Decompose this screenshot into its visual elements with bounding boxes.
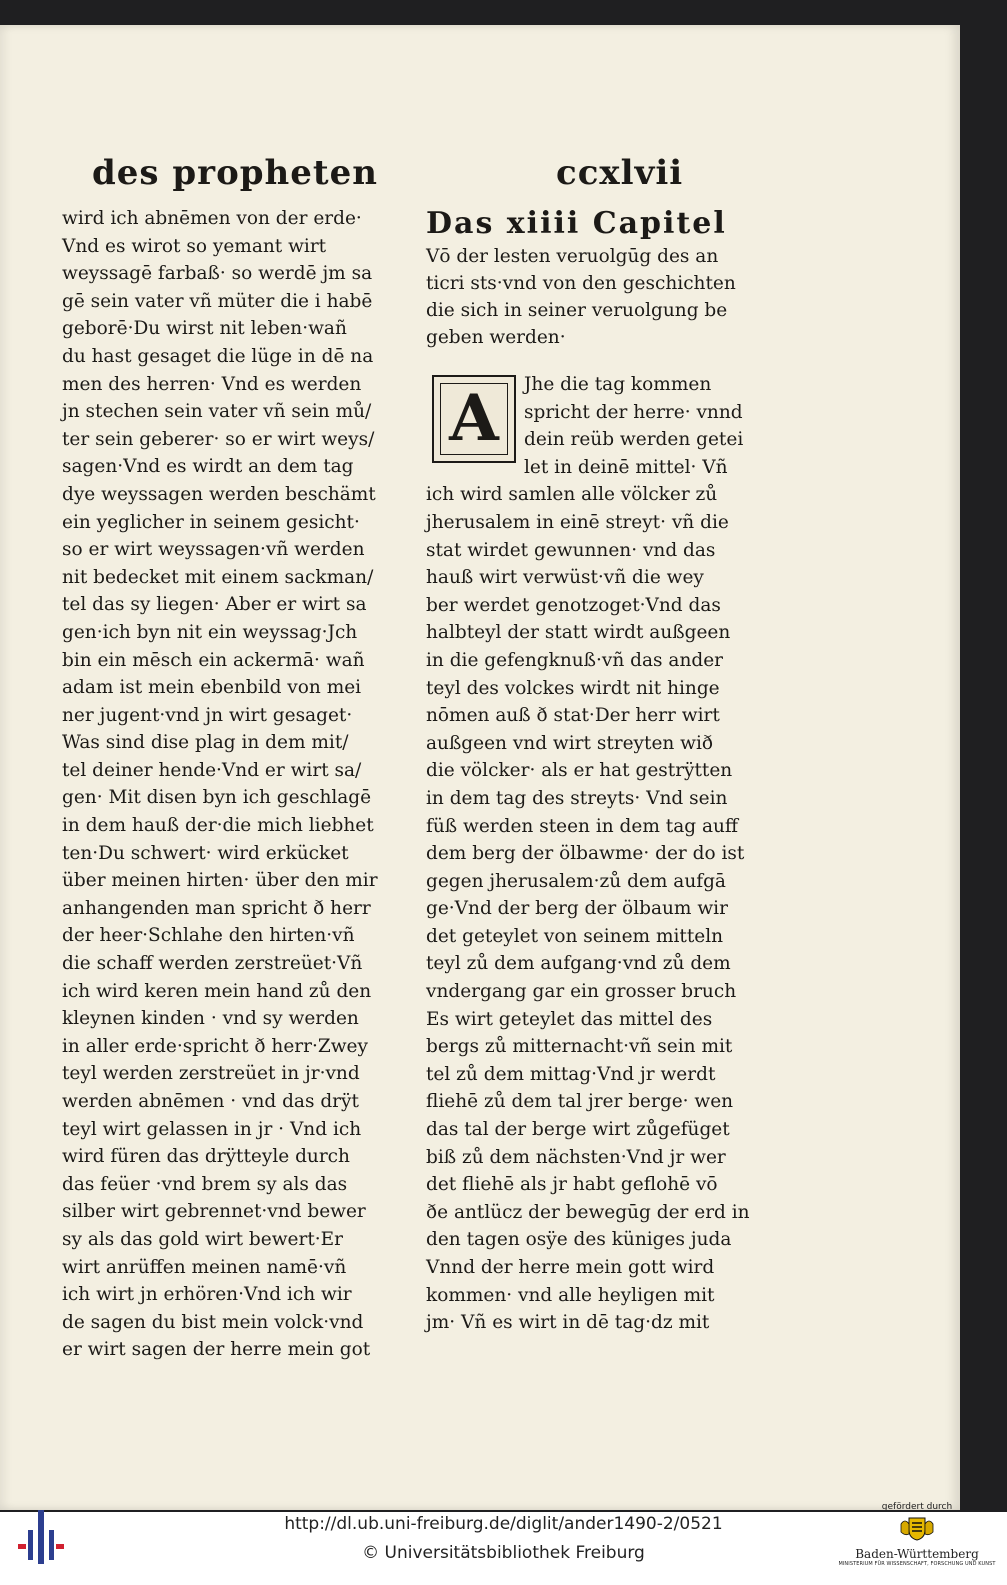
text-line: dem berg der ölbawme· der do ist bbox=[426, 843, 745, 865]
text-line: ge·Vnd der berg der ölbaum wir bbox=[426, 898, 728, 920]
text-line: anhangenden man spricht ð herr bbox=[62, 897, 371, 919]
chapter-title: Das xiiii Capitel bbox=[426, 206, 727, 241]
book-page bbox=[0, 25, 960, 1510]
text-line: jm· Vñ es wirt in dē tag·dz mit bbox=[426, 1312, 710, 1334]
text-line: halbteyl der statt wirdt außgeen bbox=[426, 622, 731, 644]
text-line: spricht der herre· vnnd bbox=[524, 401, 743, 423]
text-line: gen·ich byn nit ein weyssag·Jch bbox=[62, 621, 358, 643]
text-line: gē sein vater vñ müter die i habē bbox=[62, 290, 373, 312]
text-line: vndergang gar ein grosser bruch bbox=[426, 981, 737, 1003]
text-line: tel deiner hende·Vnd er wirt sa/ bbox=[62, 759, 362, 781]
text-line: adam ist mein ebenbild von mei bbox=[62, 677, 362, 699]
right-text-column bbox=[426, 205, 771, 1337]
text-line: let in deinē mittel· Vñ bbox=[524, 456, 728, 478]
permalink-url[interactable]: http://dl.ub.uni-freiburg.de/diglit/ander1490-2/0521 bbox=[284, 1514, 723, 1534]
chapter-summary bbox=[426, 243, 771, 351]
text-line: teyl werden zerstreüet in jr·vnd bbox=[62, 1063, 360, 1085]
text-line: dein reüb werden getei bbox=[524, 429, 744, 451]
sponsor-ministry: MINISTERIUM FÜR WISSENSCHAFT, FORSCHUNG UND KUNST bbox=[838, 1561, 996, 1567]
text-line: weyssagē farbaß· so werdē jm sa bbox=[62, 263, 373, 285]
text-line: det geteylet von seinem mitteln bbox=[426, 925, 724, 947]
text-line: ich wird samlen alle völcker zů bbox=[426, 484, 718, 506]
text-line: ten·Du schwert· wird erkücket bbox=[62, 842, 349, 864]
text-line: ner jugent·vnd jn wirt gesaget· bbox=[62, 704, 353, 726]
text-line: fliehē zů dem tal jrer berge· wen bbox=[426, 1091, 734, 1113]
text-line: wird füren das drÿtteyle durch bbox=[62, 1146, 350, 1168]
text-line: geborē·Du wirst nit leben·wañ bbox=[62, 318, 347, 340]
text-line: über meinen hirten· über den mir bbox=[62, 870, 378, 892]
sponsor-label: gefördert durch bbox=[881, 1502, 953, 1512]
folio-number: ccxlvii bbox=[556, 153, 684, 193]
text-line: ter sein geberer· so er wirt weys/ bbox=[62, 428, 375, 450]
text-line: stat wirdet gewunnen· vnd das bbox=[426, 539, 716, 561]
text-line: ich wird keren mein hand zů den bbox=[62, 980, 372, 1002]
text-line: biß zů dem nächsten·Vnd jr wer bbox=[426, 1146, 726, 1168]
text-line: teyl zů dem aufgang·vnd zů dem bbox=[426, 953, 731, 975]
initial-block bbox=[426, 371, 771, 481]
text-line: die völcker· als er hat gestrÿtten bbox=[426, 760, 733, 782]
text-line: die schaff werden zerstreüet·Vñ bbox=[62, 953, 363, 975]
text-line: die sich in seiner veruolgung be bbox=[426, 300, 728, 321]
text-line: kommen· vnd alle heyligen mit bbox=[426, 1284, 715, 1306]
text-line: Vnd es wirot so yemant wirt bbox=[62, 235, 327, 257]
text-line: das tal der berge wirt zůgefüget bbox=[426, 1119, 730, 1141]
text-line: in dem tag des streyts· Vnd sein bbox=[426, 787, 728, 809]
text-line: dye weyssagen werden beschämt bbox=[62, 483, 376, 505]
copyright-notice: © Universitätsbibliothek Freiburg bbox=[362, 1543, 645, 1563]
text-line: gen· Mit disen byn ich geschlagē bbox=[62, 787, 372, 809]
text-line: tel zů dem mittag·Vnd jr werdt bbox=[426, 1063, 716, 1085]
text-line: ðe antlücz der bewegūg der erd in bbox=[426, 1201, 750, 1223]
text-line: wirt anrüffen meinen namē·vñ bbox=[62, 1256, 347, 1278]
text-line: nit bedecket mit einem sackman/ bbox=[62, 566, 374, 588]
text-line: in aller erde·spricht ð herr·Zwey bbox=[62, 1035, 368, 1057]
text-line: ticri sts·vnd von den geschichten bbox=[426, 273, 736, 294]
text-line: der heer·Schlahe den hirten·vñ bbox=[62, 925, 355, 947]
text-line: bergs zů mitternacht·vñ sein mit bbox=[426, 1036, 733, 1058]
text-line: hauß wirt verwüst·vñ die wey bbox=[426, 567, 704, 589]
text-line: füß werden steen in dem tag auff bbox=[426, 815, 739, 837]
text-line: wird ich abnēmen von der erde· bbox=[62, 208, 362, 229]
text-line: Was sind dise plag in dem mit/ bbox=[62, 732, 349, 754]
text-line: ich wirt jn erhören·Vnd ich wir bbox=[62, 1284, 352, 1306]
text-line: außgeen vnd wirt streyten wið bbox=[426, 732, 714, 754]
text-line: Jhe die tag kommen bbox=[524, 374, 712, 395]
text-line: Vō der lesten veruolgūg des an bbox=[426, 246, 719, 267]
text-line: werden abnēmen · vnd das drÿt bbox=[62, 1091, 359, 1112]
text-line: in die gefengknuß·vñ das ander bbox=[426, 649, 723, 671]
text-line: das feüer ·vnd brem sy als das bbox=[62, 1173, 348, 1195]
text-line: du hast gesaget die lüge in dē na bbox=[62, 345, 374, 367]
text-line: teyl des volckes wirdt nit hinge bbox=[426, 677, 720, 699]
text-line: sy als das gold wirt bewert·Er bbox=[62, 1228, 344, 1250]
text-line: men des herren· Vnd es werden bbox=[62, 373, 362, 395]
text-line: sagen·Vnd es wirdt an dem tag bbox=[62, 456, 354, 478]
text-line: de sagen du bist mein volck·vnd bbox=[62, 1311, 364, 1333]
text-line: tel das sy liegen· Aber er wirt sa bbox=[62, 594, 367, 616]
text-line: ein yeglicher in seinem gesicht· bbox=[62, 511, 360, 533]
text-line: so er wirt weyssagen·vñ werden bbox=[62, 539, 365, 561]
running-head-left: des propheten bbox=[92, 153, 378, 193]
text-line: bin ein mēsch ein ackermā· wañ bbox=[62, 649, 365, 671]
left-text-column bbox=[62, 205, 412, 1364]
decorated-initial: A bbox=[432, 375, 516, 463]
sponsor-block bbox=[832, 1502, 1002, 1567]
text-line: teyl wirt gelassen in jr · Vnd ich bbox=[62, 1118, 362, 1140]
text-line: silber wirt gebrennet·vnd bewer bbox=[62, 1201, 366, 1223]
text-line: det fliehē als jr habt geflohē vō bbox=[426, 1174, 718, 1196]
text-line: nōmen auß ð stat·Der herr wirt bbox=[426, 705, 720, 727]
text-line: kleynen kinden · vnd sy werden bbox=[62, 1008, 359, 1030]
coat-of-arms-icon bbox=[899, 1514, 935, 1542]
text-line: jherusalem in einē streyt· vñ die bbox=[426, 511, 729, 533]
text-line: den tagen osÿe des küniges juda bbox=[426, 1229, 732, 1251]
text-line: in dem hauß der·die mich liebhet bbox=[62, 815, 374, 837]
text-line: jn stechen sein vater vñ sein mů/ bbox=[62, 401, 372, 423]
text-line: Es wirt geteylet das mittel des bbox=[426, 1008, 713, 1030]
text-line: gegen jherusalem·zů dem aufgā bbox=[426, 870, 726, 892]
text-line: ber werdet genotzoget·Vnd das bbox=[426, 594, 721, 616]
text-line: geben werden· bbox=[426, 327, 566, 348]
sponsor-name: Baden-Württemberg bbox=[855, 1547, 979, 1561]
text-line: Vnnd der herre mein gott wird bbox=[426, 1257, 715, 1278]
text-line: er wirt sagen der herre mein got bbox=[62, 1339, 371, 1361]
